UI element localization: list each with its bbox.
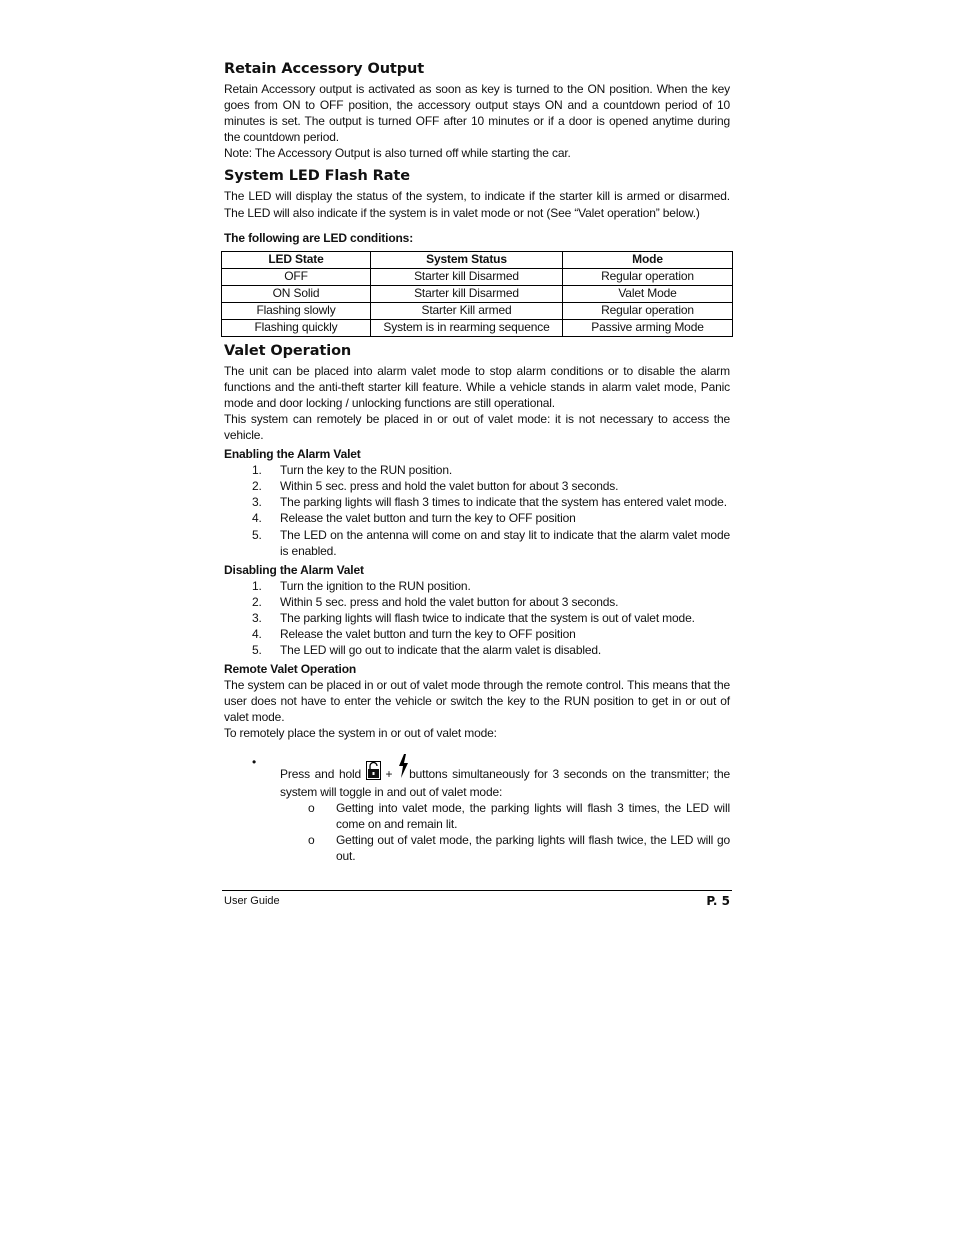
step-text: Within 5 sec. press and hold the valet button for about 3 seconds. bbox=[280, 594, 619, 609]
list-item bbox=[224, 527, 730, 559]
step-text: Turn the ignition to the RUN position. bbox=[280, 578, 471, 593]
table-cell: Flashing slowly bbox=[222, 302, 371, 319]
table-header-cell: Mode bbox=[563, 251, 733, 268]
lightning-icon bbox=[397, 754, 409, 784]
step-number: 5. bbox=[252, 643, 262, 658]
unlock-icon bbox=[366, 761, 381, 784]
remote-bullets bbox=[224, 754, 730, 865]
footer-title: User Guide bbox=[224, 895, 280, 907]
step-text: The parking lights will flash 3 times to indicate that the system has entered valet mode. bbox=[280, 495, 727, 510]
table-row bbox=[222, 268, 733, 285]
step-text: Turn the key to the RUN position. bbox=[280, 463, 453, 478]
bullet-icon: • bbox=[252, 754, 257, 769]
led-table-caption: The following are LED conditions: bbox=[224, 230, 414, 245]
sub-item-text: Getting into valet mode, the parking lights will flash 3 times, the LED will come on and remain lit. bbox=[336, 800, 730, 831]
step-number: 2. bbox=[252, 479, 262, 494]
document-page bbox=[224, 60, 730, 864]
bullet-pre-text: Press and hold bbox=[280, 766, 362, 781]
list-item bbox=[280, 800, 730, 832]
led-paragraph: The LED will display the status of the system, to indicate if the starter kill is armed or disarmed. The LED will also indicate if the system is in valet mode or not (See “Valet operation” below.) bbox=[224, 189, 730, 220]
bullet-post-text: buttons simultaneously for 3 seconds on the transmitter; the system will toggle in and out of valet mode: bbox=[280, 766, 730, 799]
section-heading-retain: Retain Accessory Output bbox=[224, 61, 425, 77]
disabling-steps bbox=[224, 578, 730, 658]
table-cell: Starter kill Disarmed bbox=[371, 268, 563, 285]
circle-bullet-icon: o bbox=[308, 800, 315, 815]
list-item bbox=[224, 626, 730, 642]
remote-title: Remote Valet Operation bbox=[224, 662, 357, 677]
list-item bbox=[224, 462, 730, 478]
step-number: 3. bbox=[252, 495, 262, 510]
bullet-plus: + bbox=[385, 766, 393, 781]
remote-paragraph-2: To remotely place the system in or out of valet mode: bbox=[224, 726, 497, 741]
remote-block bbox=[224, 661, 730, 864]
step-number: 4. bbox=[252, 511, 262, 526]
step-text: Release the valet button and turn the key to OFF position bbox=[280, 511, 576, 526]
section-heading-led: System LED Flash Rate bbox=[224, 168, 410, 185]
retain-note: Note: The Accessory Output is also turned off while starting the car. bbox=[224, 146, 571, 161]
table-cell: Regular operation bbox=[563, 268, 733, 285]
remote-paragraph-1: The system can be placed in or out of valet mode through the remote control. This means that the user does not have to enter the vehicle or switch the key to the RUN position to get in or out of valet mode. bbox=[224, 678, 730, 725]
step-text: The parking lights will flash twice to indicate that the system is out of valet mode. bbox=[280, 610, 695, 625]
section-heading-valet: Valet Operation bbox=[224, 342, 352, 359]
valet-paragraph-1: The unit can be placed into alarm valet mode to stop alarm conditions or to disable the alarm functions and the anti-theft starter kill feature. While a vehicle stands in alarm valet mode, Panic mode and door locking / unlocking functions are still operational. bbox=[224, 363, 730, 410]
led-conditions-table bbox=[221, 251, 733, 337]
step-number: 1. bbox=[252, 463, 262, 478]
remote-sub-bullets bbox=[280, 800, 730, 864]
table-cell: Flashing quickly bbox=[222, 319, 371, 336]
table-cell: Starter Kill armed bbox=[371, 302, 563, 319]
table-row bbox=[222, 302, 733, 319]
step-text: Release the valet button and turn the key to OFF position bbox=[280, 626, 576, 641]
step-text: The LED will go out to indicate that the alarm valet is disabled. bbox=[280, 643, 602, 658]
list-item bbox=[280, 832, 730, 864]
disabling-title: Disabling the Alarm Valet bbox=[224, 562, 364, 577]
list-item bbox=[224, 494, 730, 510]
table-cell: ON Solid bbox=[222, 285, 371, 302]
table-cell: Starter kill Disarmed bbox=[371, 285, 563, 302]
table-header-row bbox=[222, 251, 733, 268]
table-row bbox=[222, 319, 733, 336]
sub-item-text: Getting out of valet mode, the parking lights will flash twice, the LED will go out. bbox=[336, 832, 730, 863]
step-number: 5. bbox=[252, 527, 262, 542]
retain-paragraph: Retain Accessory output is activated as soon as key is turned to the ON position. When the key goes from ON to OFF position, the accessory output stays ON and a countdown period of 10 minutes is set. The output is turned OFF after 10 minutes or if a door is opened anytime during the countdown period. bbox=[224, 82, 730, 145]
step-number: 1. bbox=[252, 578, 262, 593]
disabling-block bbox=[224, 562, 730, 658]
step-text: Within 5 sec. press and hold the valet button for about 3 seconds. bbox=[280, 479, 619, 494]
table-cell: OFF bbox=[222, 268, 371, 285]
table-row bbox=[222, 285, 733, 302]
table-header-cell: LED State bbox=[222, 251, 371, 268]
table-cell: Regular operation bbox=[563, 302, 733, 319]
enabling-block bbox=[224, 446, 730, 559]
enabling-title: Enabling the Alarm Valet bbox=[224, 447, 361, 462]
list-item bbox=[224, 578, 730, 594]
list-item bbox=[224, 754, 730, 865]
step-number: 4. bbox=[252, 626, 262, 641]
list-item bbox=[224, 594, 730, 610]
enabling-steps bbox=[224, 462, 730, 559]
list-item bbox=[224, 478, 730, 494]
table-cell: System is in rearming sequence bbox=[371, 319, 563, 336]
step-number: 3. bbox=[252, 610, 262, 625]
circle-bullet-icon: o bbox=[308, 832, 315, 847]
step-text: The LED on the antenna will come on and stay lit to indicate that the alarm valet mode is enabled. bbox=[280, 527, 730, 558]
list-item bbox=[224, 510, 730, 526]
footer-divider bbox=[222, 890, 732, 891]
table-cell: Passive arming Mode bbox=[563, 319, 733, 336]
step-number: 2. bbox=[252, 594, 262, 609]
list-item bbox=[224, 610, 730, 626]
page-number: P. 5 bbox=[706, 894, 730, 908]
valet-paragraph-2: This system can remotely be placed in or out of valet mode: it is not necessary to access the vehicle. bbox=[224, 411, 730, 443]
list-item bbox=[224, 642, 730, 658]
table-header-cell: System Status bbox=[371, 251, 563, 268]
table-cell: Valet Mode bbox=[563, 285, 733, 302]
